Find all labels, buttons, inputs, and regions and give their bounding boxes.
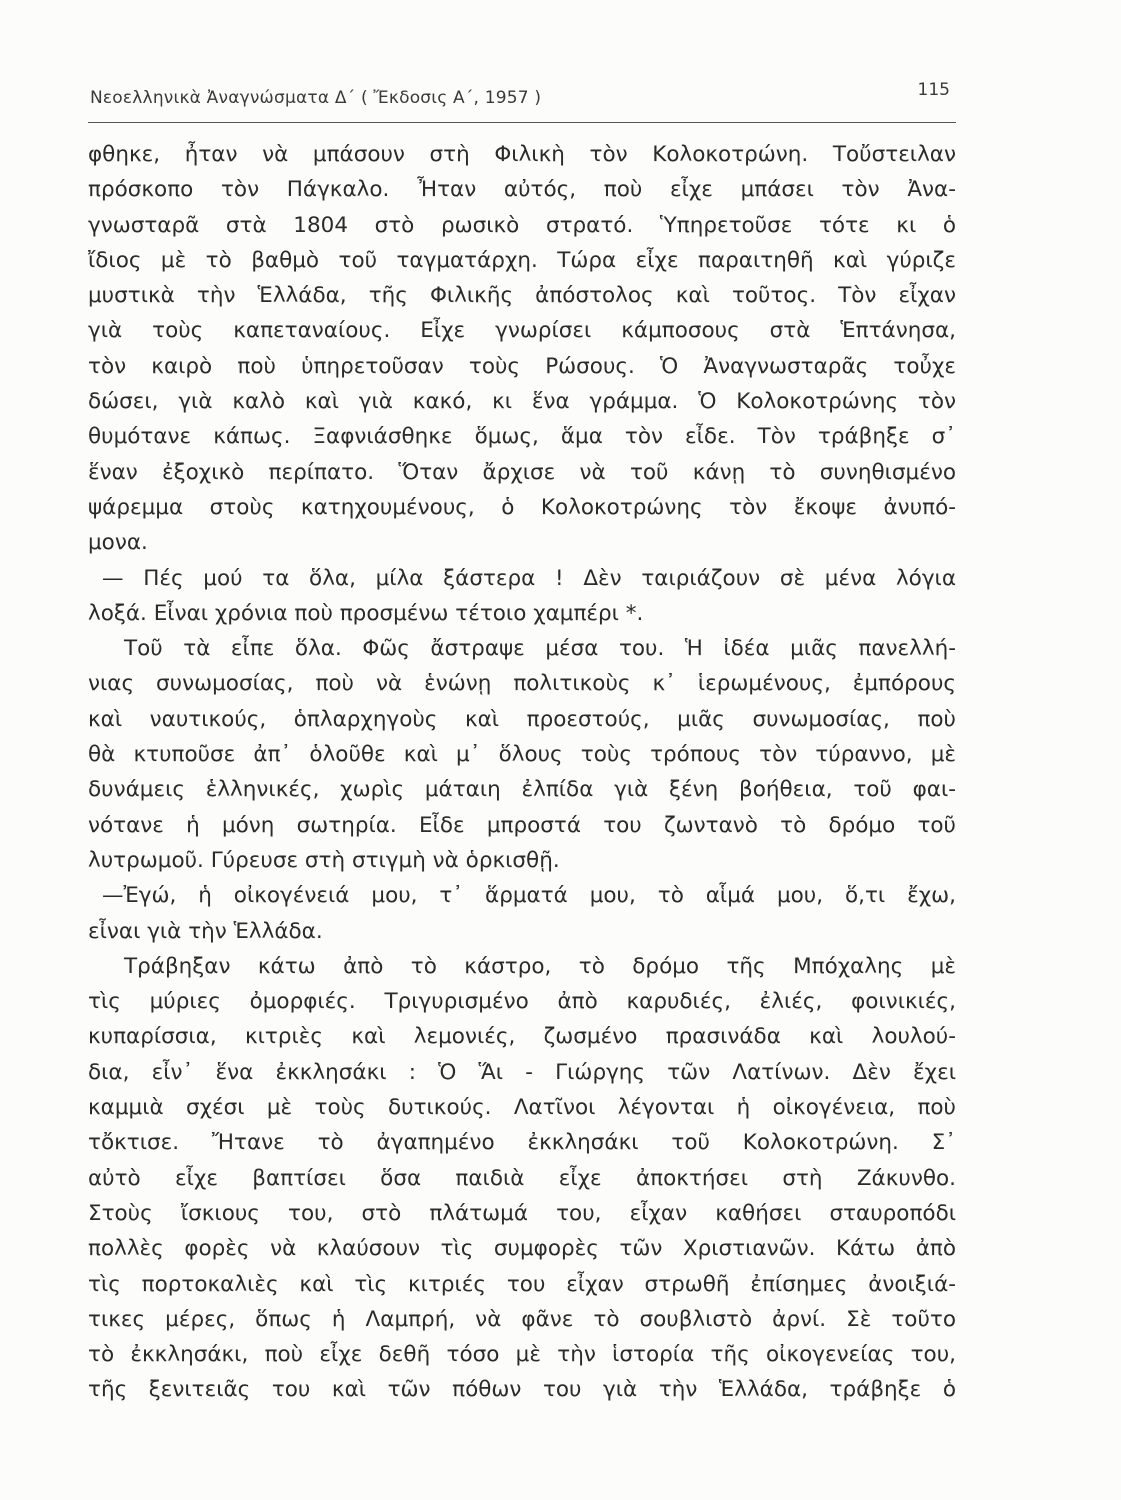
text-line: Τράβηξαν κάτω ἀπὸ τὸ κάστρο, τὸ δρόμο τῆς Μπόχαλης μὲ (124, 953, 956, 979)
page-number: 115 (917, 80, 950, 100)
text-line: λυτρωμοῦ. Γύρευσε στὴ στιγμὴ νὰ ὁρκισθῇ. (88, 847, 560, 873)
text-line: τὸ ἐκκλησάκι, ποὺ εἶχε δεθῆ τόσο μὲ τὴν ἱστορία τῆς οἰκογενείας του, (88, 1342, 956, 1368)
text-line: φθηκε, ἦταν νὰ μπάσουν στὴ Φιλικὴ τὸν Κολοκοτρώνη. Τοὔστειλαν (88, 142, 956, 167)
paragraph (88, 949, 956, 1408)
text-line: μυστικὰ τὴν Ἑλλάδα, τῆς Φιλικῆς ἀπόστολος καὶ τοῦτος. Τὸν εἶχαν (88, 283, 956, 309)
text-line: λοξά. Εἶναι χρόνια ποὺ προσμένω τέτοιο χαμπέρι *. (88, 600, 644, 626)
running-title: Νεοελληνικὰ Ἀναγνώσματα Δ΄ ( Ἔκδοσις Α΄, 1957 ) (90, 88, 542, 108)
text-line: πολλὲς φορὲς νὰ κλαύσουν τὶς συμφορὲς τῶν Χριστιανῶν. Κάτω ἀπὸ (88, 1236, 956, 1262)
dialogue-paragraph (88, 878, 956, 949)
text-line: ἕναν ἐξοχικὸ περίπατο. Ὅταν ἄρχισε νὰ τοῦ κάνῃ τὸ συνηθισμένο (88, 459, 956, 485)
text-line: αὐτὸ εἶχε βαπτίσει ὅσα παιδιὰ εἶχε ἀποκτήσει στὴ Ζάκυνθο. (88, 1165, 956, 1191)
text-line: γιὰ τοὺς καπεταναίους. Εἶχε γνωρίσει κάμποσους στὰ Ἑπτάνησα, (88, 318, 956, 344)
text-line: καὶ ναυτικούς, ὁπλαρχηγοὺς καὶ προεστούς, μιᾶς συνωμοσίας, ποὺ (88, 706, 956, 732)
text-line: γνωσταρᾶ στὰ 1804 στὸ ρωσικὸ στρατό. Ὑπηρετοῦσε τότε κι ὁ (88, 212, 956, 238)
paragraph (88, 631, 956, 878)
text-line: θὰ κτυποῦσε ἀπ᾿ ὁλοῦθε καὶ μ᾿ ὅλους τοὺς τρόπους τὸν τύραννο, μὲ (88, 742, 956, 768)
text-line: τὸν καιρὸ ποὺ ὑπηρετοῦσαν τοὺς Ρώσους. Ὁ Ἀναγνωσταρᾶς τοὖχε (88, 353, 956, 379)
text-line: τὶς πορτοκαλιὲς καὶ τὶς κιτριές του εἶχαν στρωθῆ ἐπίσημες ἀνοιξιά- (88, 1271, 956, 1297)
dialogue-paragraph (88, 561, 956, 632)
text-line: Τοῦ τὰ εἶπε ὅλα. Φῶς ἄστραψε μέσα του. Ἡ ἰδέα μιᾶς πανελλή- (124, 636, 956, 662)
text-line: μονα. (88, 530, 148, 556)
text-line: δυνάμεις ἑλληνικές, χωρὶς μάταιη ἐλπίδα γιὰ ξένη βοήθεια, τοῦ φαι- (88, 777, 956, 803)
text-line: ψάρεμμα στοὺς κατηχουμένους, ὁ Κολοκοτρώνης τὸν ἔκοψε ἀνυπό- (88, 494, 956, 520)
text-line: νότανε ἡ μόνη σωτηρία. Εἶδε μπροστά του ζωντανὸ τὸ δρόμο τοῦ (88, 812, 956, 838)
paragraph (88, 137, 956, 561)
text-line: δια, εἶν᾿ ἕνα ἐκκλησάκι : Ὁ Ἅι - Γιώργης τῶν Λατίνων. Δὲν ἔχει (88, 1059, 956, 1085)
text-line: ἴδιος μὲ τὸ βαθμὸ τοῦ ταγματάρχη. Τώρα εἶχε παραιτηθῆ καὶ γύριζε (88, 247, 956, 273)
text-line: — Πές μού τα ὅλα, μίλα ξάστερα ! Δὲν ταιριάζουν σὲ μένα λόγια (102, 565, 956, 591)
text-line: τικες μέρες, ὅπως ἡ Λαμπρή, νὰ φᾶνε τὸ σουβλιστὸ ἀρνί. Σὲ τοῦτο (88, 1306, 956, 1332)
body-text (88, 137, 956, 1408)
text-line: τὄκτισε. Ἤτανε τὸ ἀγαπημένο ἐκκλησάκι τοῦ Κολοκοτρώνη. Σ᾿ (88, 1130, 956, 1156)
text-line: —Ἐγώ, ἡ οἰκογένειά μου, τ᾿ ἅρματά μου, τὸ αἷμά μου, ὅ,τι ἔχω, (102, 883, 956, 909)
text-line: κυπαρίσσια, κιτριὲς καὶ λεμονιές, ζωσμένο πρασινάδα καὶ λουλού- (88, 1024, 956, 1050)
text-line: εἶναι γιὰ τὴν Ἑλλάδα. (88, 918, 323, 944)
text-line: καμμιὰ σχέσι μὲ τοὺς δυτικούς. Λατῖνοι λέγονται ἡ οἰκογένεια, ποὺ (88, 1095, 956, 1121)
running-header (88, 80, 956, 123)
text-line: νιας συνωμοσίας, ποὺ νὰ ἑνώνῃ πολιτικοὺς κ᾿ ἱερωμένους, ἐμπόρους (88, 671, 956, 697)
text-line: πρόσκοπο τὸν Πάγκαλο. Ἦταν αὐτός, ποὺ εἶχε μπάσει τὸν Ἀνα- (88, 177, 956, 203)
text-line: τὶς μύριες ὀμορφιές. Τριγυρισμένο ἀπὸ καρυδιές, ἐλιές, φοινικιές, (88, 989, 956, 1015)
text-line: θυμότανε κάπως. Ξαφνιάσθηκε ὅμως, ἅμα τὸν εἶδε. Τὸν τράβηξε σ᾿ (88, 424, 956, 450)
text-line: Στοὺς ἴσκιους του, στὸ πλάτωμά του, εἶχαν καθήσει σταυροπόδι (88, 1200, 956, 1226)
text-line: τῆς ξενιτειᾶς του καὶ τῶν πόθων του γιὰ τὴν Ἑλλάδα, τράβηξε ὁ (88, 1377, 956, 1403)
text-line: δώσει, γιὰ καλὸ καὶ γιὰ κακό, κι ἕνα γράμμα. Ὁ Κολοκοτρώνης τὸν (88, 389, 956, 415)
